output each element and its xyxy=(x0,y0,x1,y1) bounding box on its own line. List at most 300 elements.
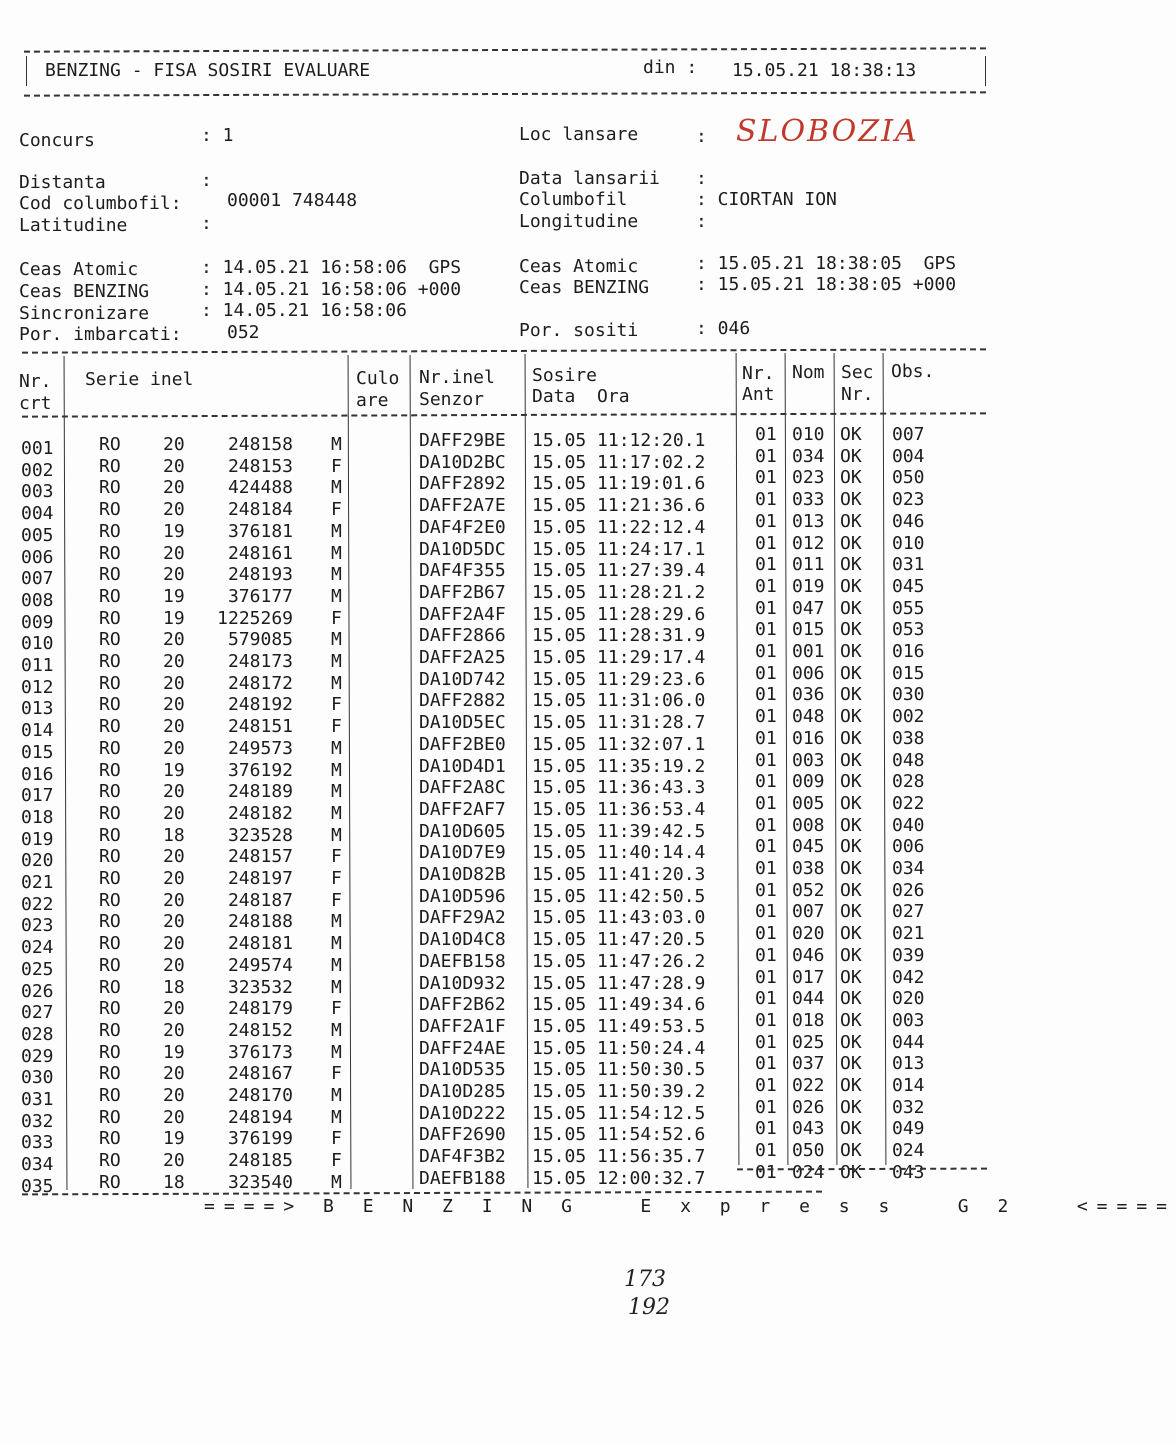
row-ring: 579085 xyxy=(227,629,293,651)
row-nom: 013 xyxy=(792,510,825,532)
row-obs: 034 xyxy=(892,858,925,879)
row-sensor: DAF4F3B2 xyxy=(419,1146,506,1168)
row-nr: 033 xyxy=(21,1132,54,1154)
row-nr: 020 xyxy=(21,850,54,872)
row-nom: 046 xyxy=(792,944,825,966)
table-right-bottom-border xyxy=(737,1168,987,1171)
row-arrival: 15.05 11:47:26.2 xyxy=(532,950,706,972)
header-bottom-border xyxy=(24,91,986,96)
row-ring: 248184 xyxy=(227,499,293,521)
row-ring: 248161 xyxy=(227,542,293,564)
row-sex: F xyxy=(331,1150,342,1172)
row-nom: 033 xyxy=(792,489,825,511)
row-nr: 019 xyxy=(21,828,54,850)
row-arrival: 15.05 11:50:30.5 xyxy=(532,1059,706,1081)
row-nrant: 01 xyxy=(755,923,777,945)
row-nr: 014 xyxy=(21,720,54,742)
row-sex: F xyxy=(331,998,342,1020)
row-nrant: 01 xyxy=(755,445,777,467)
row-sensor: DA10D4D1 xyxy=(419,755,506,777)
row-country: RO xyxy=(99,716,121,738)
row-sec: OK xyxy=(840,424,862,445)
row-arrival: 15.05 11:19:01.6 xyxy=(532,473,706,495)
row-nom: 048 xyxy=(792,706,825,728)
row-obs: 021 xyxy=(892,923,925,945)
row-sex: M xyxy=(331,520,342,542)
row-year: 20 xyxy=(163,998,185,1020)
row-nom: 017 xyxy=(792,966,825,988)
row-year: 20 xyxy=(163,1150,185,1172)
col-sep-serie xyxy=(348,355,352,1189)
row-sec: OK xyxy=(840,489,862,511)
row-country: RO xyxy=(99,434,121,455)
row-nr: 028 xyxy=(21,1023,54,1045)
row-nom: 019 xyxy=(792,575,825,597)
row-sensor: DAFF2690 xyxy=(419,1124,506,1146)
row-sec: OK xyxy=(840,662,862,684)
row-sensor: DA10D285 xyxy=(419,1081,506,1102)
imbarcati-value: 052 xyxy=(227,322,260,343)
row-sex: F xyxy=(331,889,342,911)
sositi-label: Por. sositi xyxy=(519,320,639,341)
row-year: 20 xyxy=(163,1085,185,1106)
row-sensor: DA10D605 xyxy=(419,820,506,842)
row-nr: 023 xyxy=(21,915,54,937)
row-obs: 003 xyxy=(892,1009,925,1031)
row-sensor: DA10D222 xyxy=(419,1102,506,1124)
row-arrival: 15.05 11:49:34.6 xyxy=(532,994,706,1016)
row-nr: 034 xyxy=(21,1154,54,1176)
col-sep-nrinel xyxy=(525,354,529,1188)
row-nrant: 01 xyxy=(755,836,777,858)
row-sec: OK xyxy=(840,901,862,923)
row-nom: 015 xyxy=(792,619,825,641)
row-country: RO xyxy=(99,1128,121,1150)
row-year: 20 xyxy=(163,781,185,803)
row-year: 20 xyxy=(163,629,185,651)
row-sex: F xyxy=(331,607,342,629)
row-nrant: 01 xyxy=(755,467,777,489)
row-nom: 052 xyxy=(792,879,825,901)
row-arrival: 15.05 11:21:36.6 xyxy=(532,495,706,517)
row-nrant: 01 xyxy=(755,1161,777,1183)
row-ring: 248158 xyxy=(227,434,293,455)
row-country: RO xyxy=(99,629,121,651)
col-header-nrinel: Nr.inel xyxy=(419,367,495,388)
row-nr: 032 xyxy=(21,1110,54,1132)
row-nom: 006 xyxy=(792,662,825,684)
data-lansarii-label: Data lansarii xyxy=(519,168,660,189)
row-sex: M xyxy=(331,651,342,672)
row-sensor: DAFF2BE0 xyxy=(419,733,506,755)
row-sex: M xyxy=(331,434,342,455)
row-nr: 010 xyxy=(21,633,54,655)
row-obs: 049 xyxy=(892,1118,925,1140)
row-arrival: 15.05 11:40:14.4 xyxy=(532,842,706,864)
row-sex: M xyxy=(331,976,342,998)
row-year: 20 xyxy=(163,651,185,672)
row-obs: 002 xyxy=(892,706,925,728)
row-sex: F xyxy=(331,1128,342,1150)
row-year: 20 xyxy=(163,672,185,694)
row-nr: 016 xyxy=(21,763,54,785)
row-obs: 013 xyxy=(892,1053,925,1075)
row-sensor: DA10D82B xyxy=(419,864,506,885)
row-sex: F xyxy=(331,1063,342,1085)
row-obs: 006 xyxy=(892,836,925,858)
row-ring: 248181 xyxy=(227,933,293,955)
sositi-value: : 046 xyxy=(696,318,751,339)
row-nrant: 01 xyxy=(755,619,777,641)
row-ring: 323540 xyxy=(227,1171,293,1193)
row-year: 18 xyxy=(163,976,185,998)
row-arrival: 15.05 11:42:50.5 xyxy=(532,885,706,907)
row-arrival: 15.05 11:28:31.9 xyxy=(532,625,706,647)
row-nom: 047 xyxy=(792,597,825,619)
row-arrival: 15.05 11:24:17.1 xyxy=(532,538,706,560)
row-sex: M xyxy=(331,1019,342,1041)
row-country: RO xyxy=(99,651,121,672)
row-year: 20 xyxy=(163,868,185,889)
row-nom: 016 xyxy=(792,727,825,749)
row-sensor: DAFF2882 xyxy=(419,690,506,712)
col-header-senzor: Senzor xyxy=(419,389,485,410)
row-nr: 021 xyxy=(21,872,54,893)
row-sex: M xyxy=(331,759,342,781)
row-country: RO xyxy=(99,1171,121,1193)
row-year: 19 xyxy=(163,759,185,781)
row-nr: 006 xyxy=(21,546,54,568)
row-sex: M xyxy=(331,781,342,803)
row-nom: 018 xyxy=(792,1009,825,1031)
row-nrant: 01 xyxy=(755,1140,777,1162)
table-header-separator xyxy=(22,412,986,417)
row-sex: M xyxy=(331,802,342,824)
row-year: 20 xyxy=(163,846,185,868)
row-nr: 001 xyxy=(21,438,54,459)
row-nr: 008 xyxy=(21,589,54,611)
row-arrival: 15.05 11:50:24.4 xyxy=(532,1037,706,1059)
sincronizare-value: : 14.05.21 16:58:06 xyxy=(201,300,407,321)
row-nrant: 01 xyxy=(755,662,777,684)
row-sensor: DAF4F2E0 xyxy=(419,516,506,538)
row-sensor: DAFF2866 xyxy=(419,625,506,647)
row-ring: 248173 xyxy=(227,651,293,672)
loc-lansare-label: Loc lansare xyxy=(519,124,639,145)
row-nr: 035 xyxy=(21,1175,54,1197)
latitudine-value: : xyxy=(201,213,212,234)
row-obs: 023 xyxy=(892,489,925,511)
row-country: RO xyxy=(99,933,121,955)
loc-lansare-colon: : xyxy=(696,126,707,147)
row-nrant: 01 xyxy=(755,510,777,532)
row-arrival: 15.05 11:32:07.1 xyxy=(532,733,706,755)
row-sensor: DA10D5EC xyxy=(419,712,506,734)
row-sec: OK xyxy=(840,1009,862,1031)
report-title: BENZING - FISA SOSIRI EVALUARE xyxy=(45,60,371,81)
row-nrant: 01 xyxy=(755,749,777,771)
row-ring: 376192 xyxy=(227,759,293,781)
row-nrant: 01 xyxy=(755,684,777,706)
row-obs: 004 xyxy=(892,445,925,467)
row-ring: 248187 xyxy=(227,889,293,911)
row-arrival: 15.05 11:36:43.3 xyxy=(532,777,706,799)
row-sex: M xyxy=(331,477,342,499)
handwritten-number-2: 192 xyxy=(628,1295,670,1320)
row-nrant: 01 xyxy=(755,424,777,445)
row-sex: F xyxy=(331,868,342,889)
row-year: 20 xyxy=(163,1106,185,1128)
row-sec: OK xyxy=(840,619,862,641)
row-country: RO xyxy=(99,868,121,889)
row-nom: 025 xyxy=(792,1031,825,1053)
col-sep-sec xyxy=(883,353,887,1165)
row-sec: OK xyxy=(840,510,862,532)
row-nom: 001 xyxy=(792,641,825,662)
row-nom: 010 xyxy=(792,424,825,445)
col-sep-nrant xyxy=(785,353,789,1165)
row-year: 18 xyxy=(163,824,185,846)
row-ring: 248193 xyxy=(227,564,293,586)
latitudine-label: Latitudine xyxy=(19,215,128,236)
row-country: RO xyxy=(99,759,121,781)
row-nrant: 01 xyxy=(755,944,777,966)
row-arrival: 15.05 11:47:20.5 xyxy=(532,929,706,951)
row-year: 20 xyxy=(163,455,185,477)
row-arrival: 15.05 12:00:32.7 xyxy=(532,1167,706,1189)
row-nom: 012 xyxy=(792,532,825,554)
row-year: 19 xyxy=(163,520,185,542)
ceas-atomic-left-value: : 14.05.21 16:58:06 GPS xyxy=(201,257,462,278)
row-sec: OK xyxy=(840,1053,862,1075)
row-year: 20 xyxy=(163,1063,185,1085)
row-obs: 032 xyxy=(892,1096,925,1118)
row-obs: 055 xyxy=(892,597,925,619)
row-ring: 248182 xyxy=(227,802,293,824)
row-sex: M xyxy=(331,564,342,586)
row-sensor: DAEFB188 xyxy=(419,1167,506,1189)
row-ring: 248153 xyxy=(227,455,293,477)
row-nom: 023 xyxy=(792,467,825,489)
row-year: 19 xyxy=(163,607,185,629)
row-nom: 044 xyxy=(792,988,825,1010)
row-sec: OK xyxy=(840,706,862,728)
row-nrant: 01 xyxy=(755,901,777,923)
row-nr: 015 xyxy=(21,741,54,763)
row-sec: OK xyxy=(840,467,862,489)
row-sensor: DAFF29BE xyxy=(419,430,506,451)
row-nr: 026 xyxy=(21,980,54,1002)
ceas-atomic-right-value: : 15.05.21 18:38:05 GPS xyxy=(696,253,957,274)
row-year: 20 xyxy=(163,802,185,824)
row-nom: 034 xyxy=(792,445,825,467)
row-nrant: 01 xyxy=(755,1096,777,1118)
row-arrival: 15.05 11:35:19.2 xyxy=(532,755,706,777)
row-sex: M xyxy=(331,933,342,955)
row-sex: M xyxy=(331,542,342,564)
row-nom: 011 xyxy=(792,554,825,576)
row-obs: 024 xyxy=(892,1140,925,1162)
row-sec: OK xyxy=(840,597,862,619)
table-bottom-border xyxy=(22,1191,822,1196)
row-nrant: 01 xyxy=(755,792,777,814)
row-nrant: 01 xyxy=(755,879,777,901)
row-nr: 002 xyxy=(21,459,54,481)
row-sec: OK xyxy=(840,792,862,814)
row-country: RO xyxy=(99,585,121,607)
row-nrant: 01 xyxy=(755,641,777,662)
row-year: 20 xyxy=(163,954,185,976)
row-arrival: 15.05 11:41:20.3 xyxy=(532,864,706,885)
row-ring: 248172 xyxy=(227,672,293,694)
row-obs: 042 xyxy=(892,966,925,988)
row-nom: 036 xyxy=(792,684,825,706)
row-nr: 017 xyxy=(21,785,54,807)
row-sensor: DA10D535 xyxy=(419,1059,506,1081)
row-nr: 030 xyxy=(21,1067,54,1089)
row-sec: OK xyxy=(840,727,862,749)
row-nrant: 01 xyxy=(755,597,777,619)
ceas-atomic-right-label: Ceas Atomic xyxy=(519,256,639,277)
row-arrival: 15.05 11:28:29.6 xyxy=(532,603,706,625)
row-ring: 249573 xyxy=(227,737,293,759)
row-sex: M xyxy=(331,954,342,976)
row-obs: 030 xyxy=(892,684,925,706)
row-sec: OK xyxy=(840,1161,862,1183)
row-nrant: 01 xyxy=(755,1075,777,1096)
header-right-border xyxy=(985,56,986,86)
col-sep-culo xyxy=(410,355,414,1189)
row-ring: 376199 xyxy=(227,1128,293,1150)
row-arrival: 15.05 11:56:35.7 xyxy=(532,1146,706,1168)
row-year: 20 xyxy=(163,564,185,586)
row-sex: M xyxy=(331,1171,342,1193)
concurs-value: : 1 xyxy=(201,125,234,146)
row-nr: 009 xyxy=(21,611,54,633)
row-arrival: 15.05 11:31:28.7 xyxy=(532,712,706,734)
row-sex: F xyxy=(331,846,342,868)
row-arrival: 15.05 11:31:06.0 xyxy=(532,690,706,712)
row-country: RO xyxy=(99,694,121,716)
row-sec: OK xyxy=(840,944,862,966)
data-lansarii-value: : xyxy=(696,168,707,189)
row-nr: 025 xyxy=(21,958,54,980)
row-nom: 007 xyxy=(792,901,825,923)
row-obs: 007 xyxy=(892,424,925,445)
row-year: 19 xyxy=(163,1041,185,1063)
col-header-secnr: Nr. xyxy=(841,384,874,405)
row-year: 20 xyxy=(163,911,185,933)
row-country: RO xyxy=(99,824,121,846)
row-sex: F xyxy=(331,694,342,716)
row-nrant: 01 xyxy=(755,771,777,793)
row-nrant: 01 xyxy=(755,966,777,988)
row-sec: OK xyxy=(840,879,862,901)
row-nr: 018 xyxy=(21,806,54,828)
row-nom: 037 xyxy=(792,1053,825,1075)
row-sensor: DA10D742 xyxy=(419,668,506,690)
row-nrant: 01 xyxy=(755,1031,777,1053)
row-country: RO xyxy=(99,976,121,998)
ceas-atomic-left-label: Ceas Atomic xyxy=(19,259,139,280)
row-sec: OK xyxy=(840,1031,862,1053)
row-ring: 248192 xyxy=(227,694,293,716)
row-sensor: DAEFB158 xyxy=(419,950,506,972)
row-nr: 007 xyxy=(21,568,54,590)
row-arrival: 15.05 11:49:53.5 xyxy=(532,1015,706,1037)
row-country: RO xyxy=(99,607,121,629)
row-sec: OK xyxy=(840,554,862,576)
row-sensor: DA10D4C8 xyxy=(419,929,506,951)
row-sensor: DA10D2BC xyxy=(419,451,506,473)
loc-lansare-handwritten: SLOBOZIA xyxy=(736,114,919,149)
row-country: RO xyxy=(99,672,121,694)
row-country: RO xyxy=(99,564,121,586)
longitudine-label: Longitudine xyxy=(519,211,639,232)
row-sec: OK xyxy=(840,923,862,945)
row-sensor: DAFF2B62 xyxy=(419,994,506,1016)
row-sex: M xyxy=(331,824,342,846)
row-country: RO xyxy=(99,846,121,868)
columbofil-label: Columbofil xyxy=(519,189,628,210)
row-sec: OK xyxy=(840,858,862,879)
row-country: RO xyxy=(99,954,121,976)
row-year: 20 xyxy=(163,542,185,564)
row-country: RO xyxy=(99,802,121,824)
columbofil-value: : CIORTAN ION xyxy=(696,189,837,210)
row-obs: 026 xyxy=(892,879,925,901)
row-nrant: 01 xyxy=(755,489,777,511)
row-sensor: DAFF29A2 xyxy=(419,907,506,929)
row-sec: OK xyxy=(840,1118,862,1140)
row-sex: M xyxy=(331,1106,342,1128)
row-nrant: 01 xyxy=(755,988,777,1010)
row-sensor: DAFF24AE xyxy=(419,1037,506,1059)
sincronizare-label: Sincronizare xyxy=(19,303,150,324)
row-country: RO xyxy=(99,477,121,499)
row-year: 20 xyxy=(163,737,185,759)
row-nr: 013 xyxy=(21,698,54,720)
row-sec: OK xyxy=(840,814,862,836)
row-year: 20 xyxy=(163,477,185,499)
row-obs: 010 xyxy=(892,532,925,554)
row-ring: 376177 xyxy=(227,585,293,607)
row-ring: 323532 xyxy=(227,976,293,998)
row-ring: 1225269 xyxy=(217,607,293,629)
row-nrant: 01 xyxy=(755,814,777,836)
col-header-nr: Nr. xyxy=(19,371,52,392)
row-ring: 248189 xyxy=(227,781,293,803)
row-year: 19 xyxy=(163,1128,185,1150)
row-country: RO xyxy=(99,781,121,803)
row-country: RO xyxy=(99,542,121,564)
imbarcati-label: Por. imbarcati: xyxy=(19,324,182,345)
col-sep-nom xyxy=(834,353,838,1165)
row-sec: OK xyxy=(840,445,862,467)
row-year: 20 xyxy=(163,933,185,955)
row-nrant: 01 xyxy=(755,1053,777,1075)
cod-columbofil-value: 00001 748448 xyxy=(227,190,358,211)
row-ring: 424488 xyxy=(227,477,293,499)
row-ring: 248197 xyxy=(227,868,293,889)
row-arrival: 15.05 11:47:28.9 xyxy=(532,972,706,994)
row-obs: 053 xyxy=(892,619,925,641)
row-ring: 248194 xyxy=(227,1106,293,1128)
col-header-sec: Sec xyxy=(841,362,874,383)
row-nrant: 01 xyxy=(755,532,777,554)
row-obs: 031 xyxy=(892,554,925,576)
col-header-data-ora: Data Ora xyxy=(532,386,630,407)
